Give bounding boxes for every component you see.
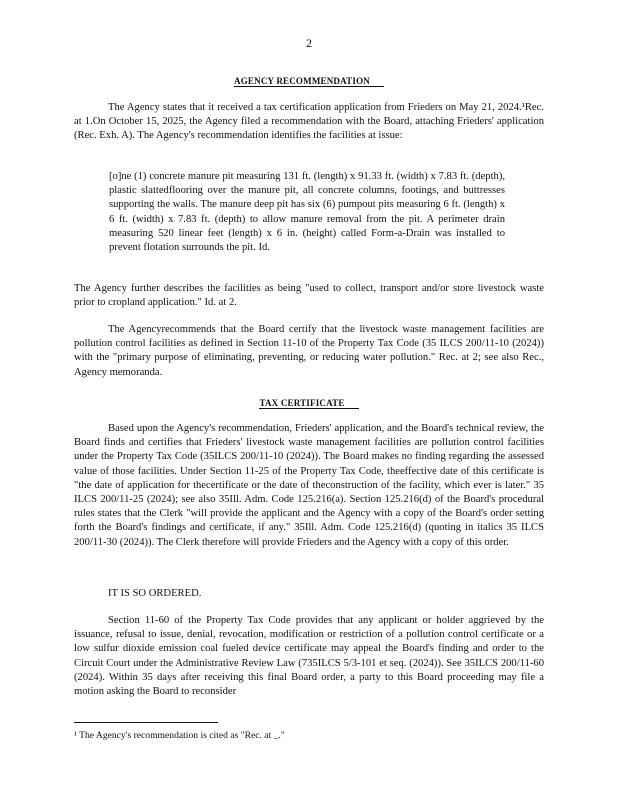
paragraph-intro: The Agency states that it received a tax certification application from Frieders on May 21, 2024.¹Rec. at 1.On October 15, 2025, the Agency filed a recommendation with the Board, attaching Frieders' application (Rec. Exh. A). The Agency's recommendation identifies the facilities at issue: <box>74 102 544 142</box>
paragraph-agency-recommends: The Agencyrecommends that the Board certify that the livestock waste management facilities are pollution control facilities as defined in Section 11-10 of the Property Tax Code (35 ILCS 200/11-10 (2024)) with the "primary purpose of eliminating, preventing, or reducing water pollution." Rec. at 2; see also Rec., Agency memoranda. <box>74 324 544 378</box>
paragraph-appeal-rights: Section 11-60 of the Property Tax Code provides that any applicant or holder aggrieved by the issuance, refusal to issue, denial, revocation, modification or restriction of a pollution control certificate or a low sulfur dioxide emission coal fueled device certificate may appeal the Board's finding and order to the Circuit Court under the Administrative Review Law (735ILCS 5/3-101 et seq. (2024)). See 35ILCS 200/11-60 (2024). Within 35 days after receiving this final Board order, a party to this Board proceeding may file a motion asking the Board to reconsider <box>74 615 544 698</box>
heading-tax-certificate <box>0 398 618 409</box>
footnote: ¹ The Agency's recommendation is cited as "Rec. at _." <box>74 730 285 741</box>
heading-agency-recommendation <box>0 76 618 87</box>
heading-text: TAX CERTIFICATE <box>259 398 358 409</box>
paragraph-findings: Based upon the Agency's recommendation, Frieders' application, and the Board's technical review, the Board finds and certifies that Frieders' livestock waste management facilities are pollution control facilities under the Property Tax Code (35ILCS 200/11-10 (2024)). The Board makes no finding regarding the assessed value of those facilities. Under Section 11-25 of the Property Tax Code, theeffective date of this certificate is "the date of application for thecertificate or the date of theconstruction of the facility, which ever is later." 35 ILCS 200/11-25 (2024); see also 35Ill. Adm. Code 125.216(a). Section 125.216(d) of the Board's procedural rules states that the Clerk "will provide the applicant and the Agency with a copy of the Board's order setting forth the Board's findings and certificate, if any." 35Ill. Adm. Code 125.216(d) (quoting in italics 35 ILCS 200/11-30 (2024)). The Clerk therefore will provide Frieders and the Agency with a copy of this order. <box>74 423 544 548</box>
block-quote-facilities: [o]ne (1) concrete manure pit measuring 131 ft. (length) x 91.33 ft. (width) x 7.83 ft. (depth), plastic slattedflooring over the manure pit, all concrete columns, footings, and buttresses supporting the walls. The manure deep pit has six (6) pumpout pits measuring 6 ft. (length) x 6 ft. (width) x 7.83 ft. (depth) to allow manure removal from the pit. A perimeter drain measuring 520 linear feet (length) x 6 in. (height) called Form-a-Drain was installed to prevent flotation surrounds the pit. Id. <box>109 171 505 254</box>
heading-text: AGENCY RECOMMENDATION <box>234 76 384 87</box>
page-number: 2 <box>306 36 312 50</box>
order-statement: IT IS SO ORDERED. <box>108 588 202 599</box>
paragraph-agency-describes: The Agency further describes the facilities as being "used to collect, transport and/or store livestock waste prior to cropland application." Id. at 2. <box>74 283 544 309</box>
footnote-divider <box>74 722 218 723</box>
